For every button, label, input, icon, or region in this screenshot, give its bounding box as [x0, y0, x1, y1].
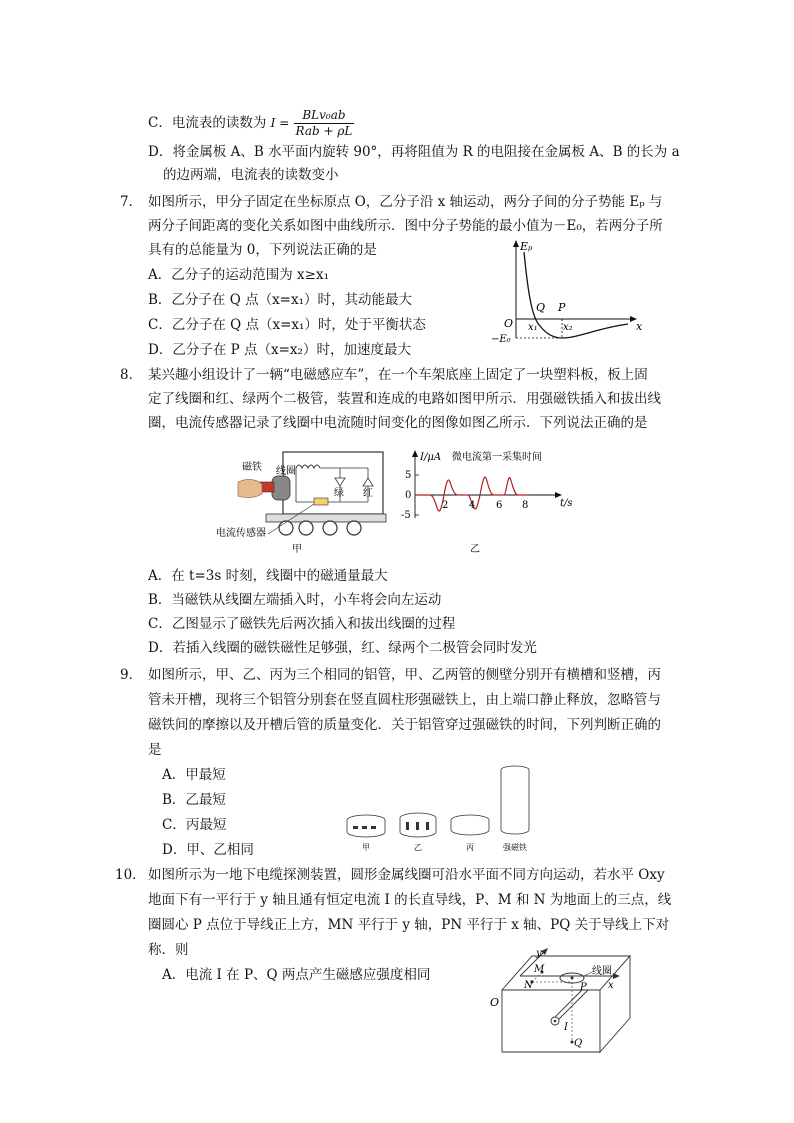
- q8-green-label: 绿: [334, 488, 344, 499]
- q7-ep-label: Eₚ: [520, 240, 533, 253]
- q8-wheel-2: [299, 521, 313, 535]
- q9-label-a: 甲: [362, 843, 370, 852]
- q8-wheel-3: [323, 521, 337, 535]
- q10-stem-line1: 如图所示为一地下电缆探测装置，圆形金属线圈可沿水平面不同方向运动，若水平 Oxy: [148, 867, 665, 883]
- q9-stem-line4: 是: [148, 742, 162, 758]
- q8-hand: [238, 479, 262, 497]
- q8-stem-line3: 圈，电流传感器记录了线圈中电流随时间变化的图像如图乙所示．下列说法正确的是: [148, 415, 648, 431]
- q7-e0-label: −E₀: [491, 334, 511, 345]
- q6-formula-fraction: [294, 108, 355, 139]
- q10-p-label: P: [580, 982, 587, 993]
- q9-label-magnet: 强磁铁: [503, 843, 527, 852]
- q10-stem-line2: 地面下有一平行于 y 轴且通有恒定电流 I 的长直导线，P、M 和 N 为地面上的三点，线: [148, 892, 672, 908]
- q9-stem-line2: 管未开槽，现将三个铝管分别套在竖直圆柱形强磁铁上，由上端口静止释放，忽略管与: [148, 692, 661, 708]
- q6-formula-numerator: BLv₀ab: [294, 108, 355, 124]
- q7-number: 7．: [120, 194, 143, 210]
- q10-n-label: N: [524, 980, 533, 991]
- q8-coil-cylinder: [272, 476, 290, 500]
- q10-o-label: O: [490, 996, 500, 1009]
- q9-tube-b-slot1: [406, 822, 409, 830]
- q7-option-c: C．乙分子在 Q 点（x=x₁）时，处于平衡状态: [148, 317, 426, 333]
- q8b-y-tick-5: 5: [405, 470, 412, 481]
- q8b-x-tick-6: 6: [496, 500, 503, 511]
- q8-option-d: D．若插入线圈的磁铁磁性足够强，红、绿两个二极管会同时发光: [148, 640, 537, 656]
- q9-number: 9．: [120, 667, 143, 683]
- q8b-x-tick-4: 4: [469, 500, 476, 511]
- q9-tube-a-slot2: [362, 826, 367, 829]
- q9-tube-a-slot1: [353, 826, 358, 829]
- q10-stem-line4: 称．则: [148, 942, 189, 958]
- q8b-x-label: t/s: [560, 498, 573, 509]
- q7-potential-energy-graph: [488, 238, 648, 350]
- q10-q-label: Q: [574, 1038, 583, 1049]
- q8b-y-tick-neg5: -5: [401, 510, 411, 521]
- q8-stem-line2: 定了线圈和红、绿两个二极管，装置和连成的电路如图甲所示．用强磁铁插入和拔出线: [148, 391, 661, 407]
- q8-red-label: 红: [363, 488, 373, 499]
- q6-option-c: [148, 105, 354, 141]
- q8b-y-label: I/μA: [420, 452, 442, 463]
- q9-option-a: A．甲最短: [162, 767, 226, 783]
- q6-option-d-line1: D．将金属板 A、B 水平面内旋转 90°，再将阻值为 R 的电阻接在金属板 A、B 的长为 a: [148, 144, 680, 160]
- q8b-x-tick-2: 2: [442, 500, 449, 511]
- q9-tube-c-body: [451, 820, 489, 835]
- q9-option-c: C．丙最短: [162, 817, 227, 833]
- q9-stem-line1: 如图所示，甲、乙、丙为三个相同的铝管，甲、乙两管的侧壁分别开有横槽和竖槽，丙: [148, 667, 661, 683]
- q9-label-c: 丙: [466, 843, 474, 852]
- q8b-x-tick-8: 8: [522, 500, 529, 511]
- q9-tube-b-slot2: [416, 822, 419, 830]
- q8-sensor-box: [314, 498, 328, 505]
- q7-y-arrow: [513, 240, 519, 247]
- q7-stem-line1: 如图所示，甲分子固定在坐标原点 O，乙分子沿 x 轴运动，两分子间的分子势能 Eₚ 与: [148, 194, 663, 210]
- q7-stem-line2: 两分子间距离的变化关系如图中曲线所示．图中分子势能的最小值为－E₀，若两分子所: [148, 218, 663, 234]
- q7-energy-curve: [524, 252, 628, 338]
- q8-coil-label: 线圈: [276, 466, 296, 477]
- q8b-y-arrow: [412, 450, 418, 457]
- q9-tube-b-slot3: [426, 822, 429, 830]
- q8-caption-a: 甲: [292, 544, 302, 555]
- q8-option-b: B．当磁铁从线圈左端插入时，小车将会向左运动: [148, 592, 442, 608]
- q8-number: 8．: [120, 367, 143, 383]
- q10-y-label: y: [536, 948, 542, 959]
- q9-stem-line3: 磁铁间的摩擦以及开槽后管的质量变化．关于铝管穿过强磁铁的时间，下列判断正确的: [148, 717, 661, 733]
- q7-x1-label: x₁: [528, 322, 538, 333]
- q7-x-label: x: [636, 320, 643, 333]
- q8b-title: 微电流第一采集时间: [452, 452, 542, 463]
- q7-q-label: Q: [536, 301, 546, 314]
- q10-number: 10．: [115, 867, 146, 883]
- q6-option-d-line2: 的边两端，电流表的读数变小: [163, 167, 339, 183]
- q9-figure: [340, 762, 550, 858]
- q8-figure-a: [208, 448, 398, 556]
- q10-figure: [480, 946, 650, 1066]
- q7-option-d: D．乙分子在 P 点（x=x₂）时，加速度最大: [148, 342, 411, 358]
- q10-wire-dot: [554, 1020, 557, 1023]
- q9-option-d: D．甲、乙相同: [162, 842, 254, 858]
- q7-x2-label: x₂: [563, 322, 573, 333]
- q7-p-label: P: [558, 301, 566, 314]
- q8b-caption: 乙: [470, 544, 480, 555]
- q9-option-b: B．乙最短: [162, 792, 226, 808]
- q9-tube-a-slot3: [371, 826, 376, 829]
- q8-magnet-label: 磁铁: [242, 462, 262, 473]
- q6-formula-denominator: Rab + ρL: [295, 124, 353, 138]
- q7-origin-label: O: [504, 317, 514, 330]
- q10-x-label: x: [608, 980, 614, 991]
- q9-label-b: 乙: [414, 843, 422, 852]
- q8-option-a: A．在 t=3s 时刻，线圈中的磁通量最大: [148, 568, 388, 584]
- q8-wheel-4: [347, 521, 361, 535]
- q8-option-c: C．乙图显示了磁铁先后两次插入和拔出线圈的过程: [148, 616, 456, 632]
- q8-figure-b: [400, 448, 580, 556]
- q8-stem-line1: 某兴趣小组设计了一辆“电磁感应车”，在一个车架底座上固定了一块塑料板，板上固: [148, 367, 648, 383]
- q9-magnet-body: [501, 770, 529, 834]
- q6-option-c-text: C．电流表的读数为: [148, 115, 267, 131]
- q8-sensor-label: 电流传感器: [216, 528, 266, 539]
- q8b-y-tick-0: 0: [405, 490, 412, 501]
- q10-coil-label: 线圈: [592, 966, 612, 977]
- q10-point-p: [571, 977, 574, 980]
- q7-option-a: A．乙分子的运动范围为 x≥x₁: [148, 267, 329, 283]
- q6-formula-lhs: I =: [270, 116, 290, 130]
- q7-option-b: B．乙分子在 Q 点（x=x₁）时，其动能最大: [148, 292, 413, 308]
- q10-option-a: A．电流 I 在 P、Q 两点产生磁感应强度相同: [162, 967, 431, 983]
- q8-wheel-1: [279, 521, 293, 535]
- q7-stem-line3: 具有的总能量为 0，下列说法正确的是: [148, 242, 377, 258]
- q10-stem-line3: 圈圆心 P 点位于导线正上方，MN 平行于 y 轴，PN 平行于 x 轴、PQ 关于导线上下对: [148, 917, 670, 933]
- q10-i-label: I: [564, 1022, 568, 1033]
- q10-m-label: M: [534, 964, 545, 975]
